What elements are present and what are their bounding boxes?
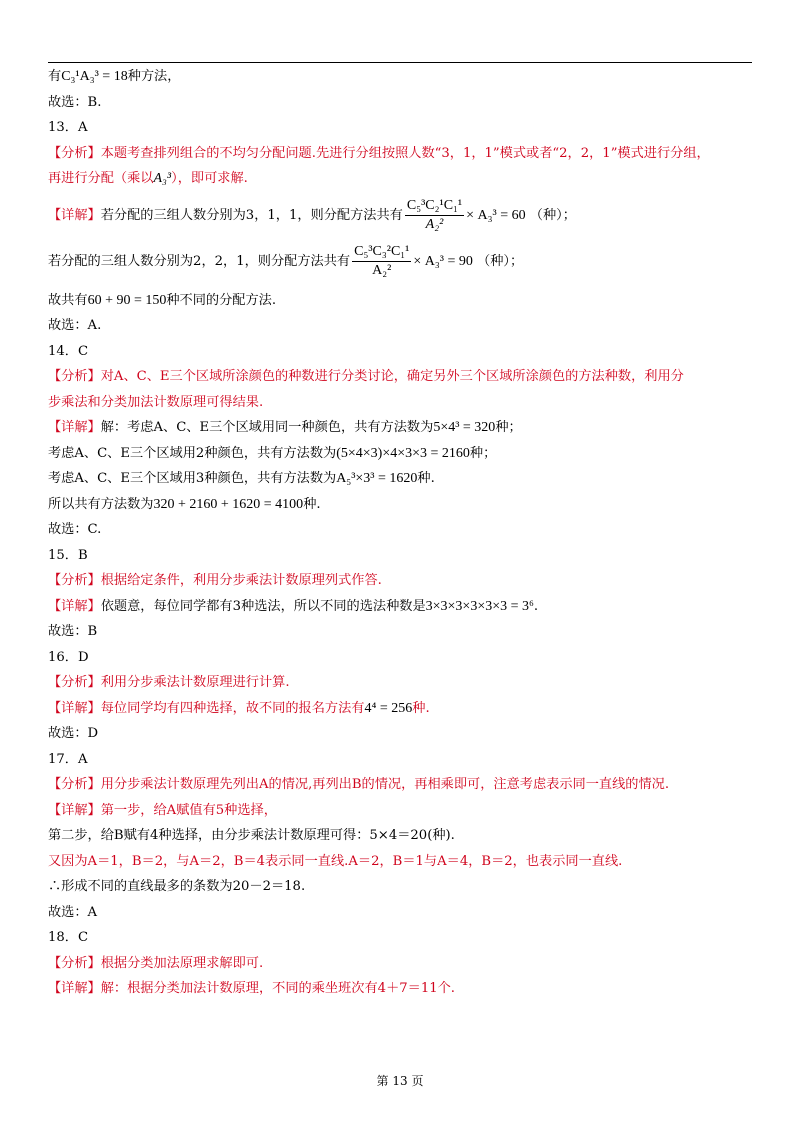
- text: 根据分类加法原理求解即可.: [100, 955, 264, 971]
- text: 种.: [303, 496, 321, 512]
- text: 利用分步乘法计数原理进行计算.: [100, 675, 290, 690]
- detail-tag: 【详解】: [48, 981, 101, 996]
- text: 考虑A、C、E三个区域用2种颜色，共有方法数为: [48, 445, 337, 461]
- formula: 4⁴ = 256: [364, 700, 413, 716]
- text: 每位同学均有四种选择，故不同的报名方法有: [100, 700, 365, 716]
- formula: 3×3×3×3×3×3 = 3⁶: [425, 598, 534, 614]
- analysis-tag: 【分析】: [48, 675, 101, 690]
- q13-total: [48, 288, 760, 314]
- q14-detail-line-2: [48, 441, 760, 467]
- fraction-denominator: A₂²: [372, 262, 392, 278]
- q14-detail-line-3: [48, 466, 760, 492]
- text: 解：考虑A、C、E三个区域用同一种颜色，共有方法数为: [100, 420, 434, 435]
- text: .: [533, 598, 539, 614]
- line-1: [48, 64, 760, 90]
- question-18-heading: 18．C: [48, 930, 89, 945]
- formula: A₅³×3³ = 1620: [336, 471, 418, 486]
- q17-analysis: [48, 772, 760, 798]
- header-rule: [48, 62, 752, 63]
- text: ），即可求解.: [171, 171, 248, 186]
- text: 种方法，: [127, 69, 181, 84]
- question-14-heading: 14．C: [48, 343, 89, 359]
- text: （种）；: [477, 253, 524, 269]
- text: 本题考查排列组合的不均匀分配问题.先进行分组按照人数“3，1，1”模式或者“2，2，1”模式进行分组，: [100, 145, 710, 161]
- formula: (5×4×3)×4×3×3 = 2160: [336, 445, 470, 461]
- q14-detail-line-1: [48, 415, 760, 441]
- text: 故共有: [48, 292, 88, 308]
- analysis-tag: 【分析】: [48, 145, 101, 161]
- detail-tag: 【详解】: [48, 802, 101, 818]
- q16-analysis: [48, 670, 760, 696]
- q14-total: [48, 492, 760, 518]
- formula: C₃¹A₃³ = 18: [61, 69, 128, 84]
- q16-detail: [48, 696, 760, 722]
- text: 所以共有方法数为: [48, 496, 154, 512]
- text: 种.: [412, 700, 430, 716]
- text: 种；: [469, 445, 497, 461]
- text: 种不同的分配方法.: [166, 292, 277, 308]
- q17-detail-line-3: 又因为A＝1，B＝2，与A＝2，B＝4表示同一直线.A＝2，B＝1与A＝4，B＝2，也表示同一直线.: [48, 853, 623, 869]
- text: 若分配的三组人数分别为2，2，1，则分配方法共有: [48, 253, 351, 269]
- analysis-tag: 【分析】: [48, 573, 101, 588]
- q13-analysis-line-2: [48, 166, 760, 192]
- text: 种；: [495, 420, 522, 435]
- fraction: [352, 243, 411, 280]
- q14-analysis-line-2: 步乘法和分类加法计数原理可得结果.: [48, 394, 264, 410]
- analysis-tag: 【分析】: [48, 369, 101, 384]
- question-17-heading: 17．A: [48, 751, 88, 767]
- question-13-heading: 13．A: [48, 120, 88, 135]
- page-number: 第 13 页: [376, 1074, 424, 1088]
- text: 种.: [417, 471, 435, 486]
- q15-detail: [48, 594, 760, 620]
- q13-detail-line-1: [48, 192, 760, 240]
- text: 考虑A、C、E三个区域用3种颜色，共有方法数为: [48, 471, 337, 486]
- q17-detail-line-4: ∴形成不同的直线最多的条数为20－2＝18.: [48, 879, 306, 894]
- text: （种）；: [529, 207, 576, 223]
- text: 有: [48, 69, 62, 84]
- text: 第一步，给A赋值有5种选择，: [100, 802, 277, 818]
- fraction-denominator: A₂²: [425, 216, 444, 232]
- formula: × A₃³ = 60: [466, 207, 526, 223]
- formula: 60 + 90 = 150: [87, 292, 167, 308]
- detail-tag: 【详解】: [48, 207, 101, 223]
- fraction-numerator: C₅³C₃²C₁¹: [352, 243, 411, 262]
- detail-tag: 【详解】: [48, 598, 101, 614]
- question-16-heading: 16．D: [48, 649, 89, 665]
- text: 依题意，每位同学都有3种选法，所以不同的选法种数是: [100, 598, 426, 614]
- q17-choice: 故选：A: [48, 904, 98, 920]
- q18-detail: [48, 976, 760, 1002]
- text: 对A、C、E三个区域所涂颜色的种数进行分类讨论，确定另外三个区域所涂颜色的方法种数，利用分: [100, 369, 684, 384]
- detail-tag: 【详解】: [48, 700, 101, 716]
- document-body: [48, 64, 760, 1002]
- fraction: [405, 197, 464, 234]
- q15-analysis: [48, 568, 760, 594]
- q18-analysis: [48, 951, 760, 977]
- detail-tag: 【详解】: [48, 420, 101, 435]
- formula: 320 + 2160 + 1620 = 4100: [153, 496, 304, 512]
- formula: A₃³: [153, 171, 172, 186]
- q17-detail-line-2: 第二步，给B赋有4种选择，由分步乘法计数原理可得：5×4＝20(种).: [48, 828, 455, 843]
- analysis-tag: 【分析】: [48, 955, 101, 971]
- q17-detail-line-1: [48, 798, 760, 824]
- q13-choice: 故选：A.: [48, 318, 102, 333]
- formula: 5×4³ = 320: [433, 420, 496, 435]
- text: 再进行分配（乘以: [48, 171, 154, 186]
- q16-choice: 故选：D: [48, 726, 99, 741]
- formula: × A₃³ = 90: [413, 253, 473, 269]
- text: 解：根据分类加法计数原理，不同的乘坐班次有4＋7＝11个.: [100, 981, 456, 996]
- fraction-numerator: C₅³C₂¹C₁¹: [405, 197, 464, 216]
- text: 根据给定条件，利用分步乘法计数原理列式作答.: [100, 573, 382, 588]
- q13-detail-line-2: [48, 240, 760, 284]
- q14-choice: 故选：C.: [48, 522, 102, 537]
- q14-analysis-line-1: [48, 364, 760, 390]
- q15-choice: 故选：B: [48, 624, 98, 639]
- question-15-heading: 15．B: [48, 547, 88, 563]
- line-choice-12: 故选：B.: [48, 94, 102, 110]
- q13-analysis-line-1: [48, 141, 760, 167]
- analysis-tag: 【分析】: [48, 777, 101, 792]
- text: 若分配的三组人数分别为3，1，1，则分配方法共有: [100, 207, 403, 223]
- text: 用分步乘法计数原理先列出A的情况,再列出B的情况，再相乘即可，注意考虑表示同一直线的情况.: [100, 777, 670, 792]
